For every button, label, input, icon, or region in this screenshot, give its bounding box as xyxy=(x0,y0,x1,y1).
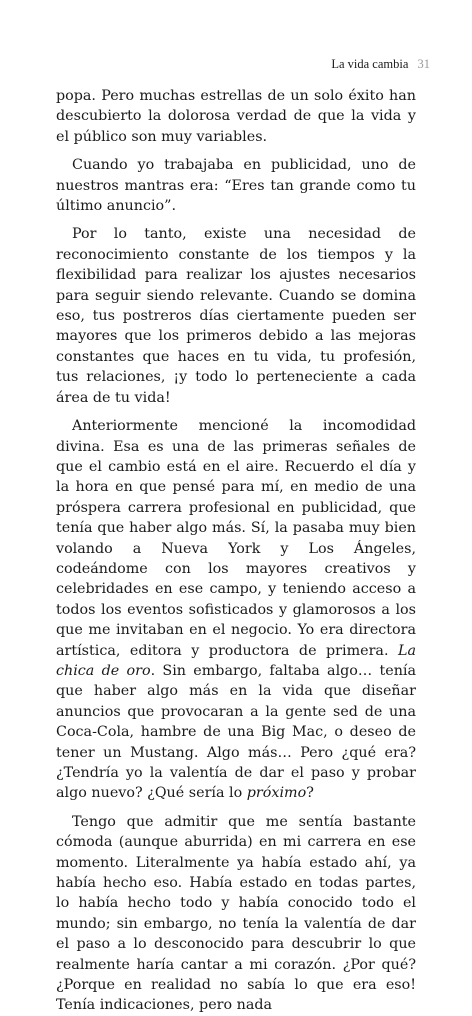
paragraph-comfortable-career: Tengo que admitir que me sentía bastante cómoda (aunque aburrida) en mi carrera en ese momento. Literalmente ya había estado ahí, ya había hecho eso. Había estado en todas partes, lo había hecho todo y había conocido todo el mundo; sin embargo, no tenía la valentía de dar el paso a lo desconocido para descubrir lo que realmente haría cantar a mi corazón. ¿Por qué? ¿Porque en realidad no sabía lo que era eso! Tenía indicaciones, pero nada xyxy=(56,813,416,1014)
paragraph-text-segment: Anteriormente mencioné la incomodidad divina. Esa es una de las primeras señales de que el cambio está en el aire. Recuerdo el día y la hora en que pensé para mí, en medio de una próspera carrera profesional en publicidad, que tenía que haber algo más. Sí, la pasaba muy bien volando a Nueva York y Los Ángeles, codeándome con los mayores creativos y celebridades en ese campo, y teniendo acceso a todos los eventos sofisticados y glamorosos a los que me invitaban en el negocio. Yo era directora artística, editora y productora de primera. xyxy=(56,418,416,659)
paragraph-continued: popa. Pero muchas estrellas de un solo éxito han descubierto la dolorosa verdad de que la vida y el público son muy variables. xyxy=(56,88,416,145)
paragraph-relevance: Por lo tanto, existe una necesidad de reconocimiento constante de los tiempos y la flexibilidad para realizar los ajustes necesarios para seguir siendo relevante. Cuando se domina eso, tus postreros días ciertamente pueden ser mayores que los primeros debido a las mejoras constantes que haces en tu vida, tu profesión, tus relaciones, ¡y todo lo perteneciente a cada área de tu vida! xyxy=(56,226,416,406)
chapter-title: La vida cambia xyxy=(331,57,409,71)
italic-word: próximo xyxy=(246,785,307,802)
paragraph-text-segment: . Sin embargo, faltaba algo… tenía que haber algo más en la vida que diseñar anuncios que provocaran a la gente sed de una Coca-Cola, hambre de una Big Mac, o deseo de tener un Mustang. Algo más… Pero ¿qué era? ¿Tendría yo la valentía de dar el paso y probar algo nuevo? ¿Qué sería lo xyxy=(56,662,416,802)
page-number: 31 xyxy=(417,57,430,71)
paragraph-mantra: Cuando yo trabajaba en publicidad, uno de nuestros mantras era: “Eres tan grande como tu último anuncio”. xyxy=(56,157,416,215)
paragraph-text-segment: ? xyxy=(306,785,314,802)
running-header xyxy=(331,57,430,72)
italic-phrase: La chica de oro xyxy=(56,642,416,679)
paragraph-divine-discomfort xyxy=(56,416,416,804)
page-body xyxy=(56,86,416,1016)
